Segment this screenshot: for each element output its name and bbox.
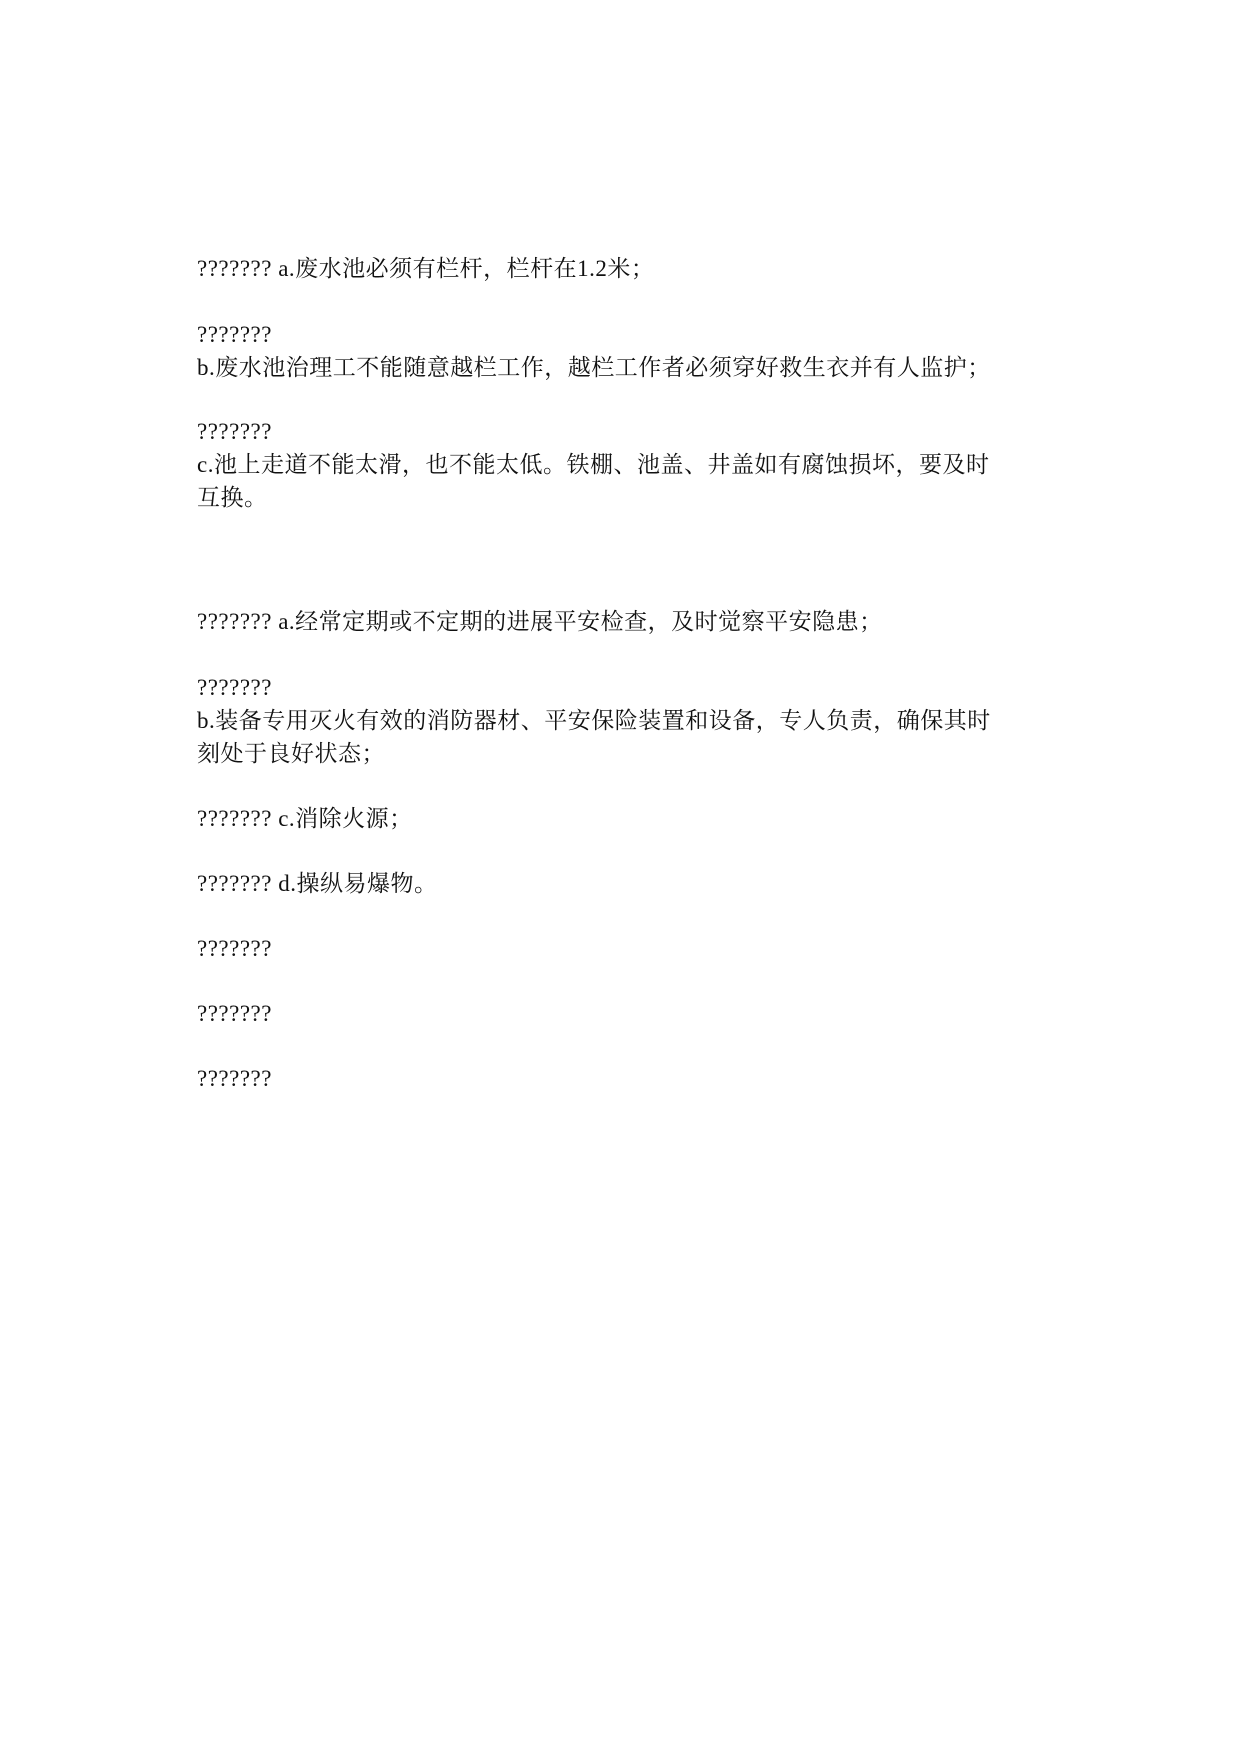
section2-item-c-text: ??????? c.消除火源；: [197, 806, 413, 831]
section2-trailing-1-text: ???????: [197, 936, 272, 961]
section2-trailing-3-text: ???????: [197, 1066, 272, 1091]
section2-trailing-2-text: ???????: [197, 1001, 272, 1026]
section1-item-c-line1: c.池上走道不能太滑，也不能太低。铁棚、池盖、井盖如有腐蚀损坏，要及时: [197, 452, 990, 477]
section2-trailing-1: [197, 932, 1047, 965]
section1-item-b: [197, 318, 1047, 384]
section1-item-c: [197, 415, 1047, 514]
section2-trailing-3: [197, 1062, 1047, 1095]
section2-item-b-prefix: ???????: [197, 675, 272, 700]
section2-item-a: [197, 605, 1047, 638]
section2-item-c: [197, 802, 1047, 835]
section2-item-b-line2: 刻处于良好状态；: [197, 741, 385, 766]
section2-item-b-line1: b.装备专用灭火有效的消防器材、平安保险装置和设备，专人负责，确保其时: [197, 708, 991, 733]
section1-item-a: [197, 252, 1047, 285]
section1-item-b-text: b.废水池治理工不能随意越栏工作，越栏工作者必须穿好救生衣并有人监护；: [197, 355, 991, 380]
section2-trailing-2: [197, 997, 1047, 1030]
section1-item-c-prefix: ???????: [197, 419, 272, 444]
section1-item-a-text: ??????? a.废水池必须有栏杆，栏杆在1.2米；: [197, 256, 655, 281]
section2-item-b: [197, 671, 1047, 770]
section2-item-d-text: ??????? d.操纵易爆物。: [197, 871, 438, 896]
section1-item-c-line2: 互换。: [197, 485, 268, 510]
section2-item-a-text: ??????? a.经常定期或不定期的进展平安检查，及时觉察平安隐患；: [197, 609, 883, 634]
section2-item-d: [197, 867, 1047, 900]
section1-item-b-prefix: ???????: [197, 322, 272, 347]
